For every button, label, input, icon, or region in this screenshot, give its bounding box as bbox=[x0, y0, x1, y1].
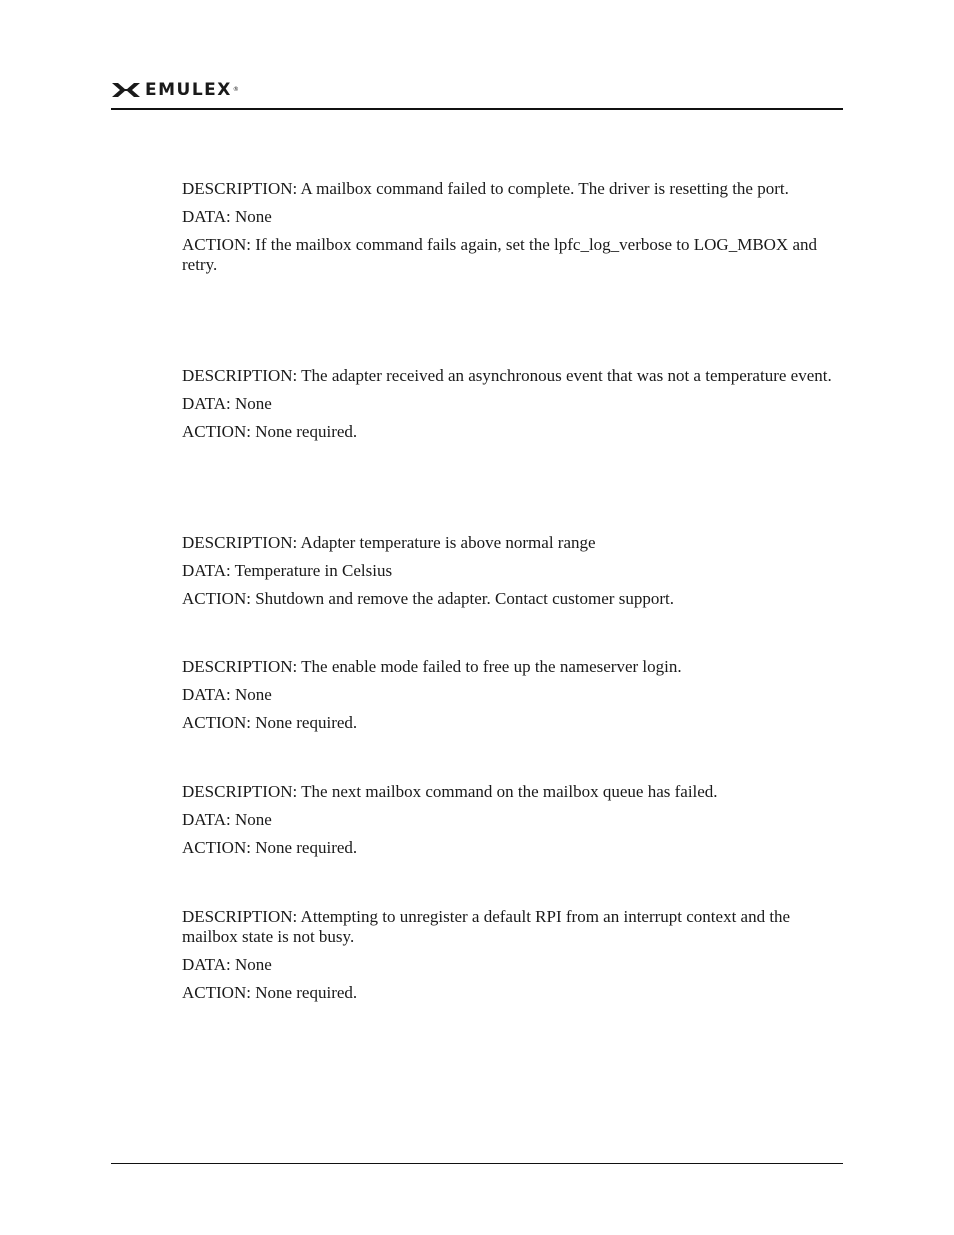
page-header bbox=[111, 80, 843, 100]
entry-action: ACTION: None required. bbox=[182, 838, 358, 857]
log-entry bbox=[182, 179, 842, 275]
header-divider bbox=[111, 108, 843, 110]
entry-description: DESCRIPTION: The next mailbox command on the mailbox queue has failed. bbox=[182, 782, 718, 801]
entry-data: DATA: None bbox=[182, 394, 272, 413]
emulex-logo bbox=[111, 80, 239, 100]
entry-data: DATA: None bbox=[182, 207, 272, 226]
entry-action: ACTION: If the mailbox command fails again, set the lpfc_log_verbose to LOG_MBOX and retry. bbox=[182, 235, 818, 274]
entry-description: DESCRIPTION: The adapter received an asynchronous event that was not a temperature event. bbox=[182, 366, 832, 385]
log-entry bbox=[182, 782, 842, 858]
entry-description: DESCRIPTION: A mailbox command failed to complete. The driver is resetting the port. bbox=[182, 179, 789, 198]
log-entry bbox=[182, 366, 842, 442]
entry-description: DESCRIPTION: The enable mode failed to free up the nameserver login. bbox=[182, 657, 682, 676]
entry-action: ACTION: None required. bbox=[182, 422, 358, 441]
entry-action: ACTION: Shutdown and remove the adapter. Contact customer support. bbox=[182, 589, 674, 608]
entry-action: ACTION: None required. bbox=[182, 713, 358, 732]
footer-divider bbox=[111, 1163, 843, 1164]
log-entry bbox=[182, 657, 842, 733]
entry-data: DATA: None bbox=[182, 810, 272, 829]
brand-name: EMULEX bbox=[145, 80, 232, 100]
entry-data: DATA: Temperature in Celsius bbox=[182, 561, 393, 580]
log-entry bbox=[182, 907, 842, 1003]
log-entry bbox=[182, 533, 842, 609]
entry-description: DESCRIPTION: Attempting to unregister a default RPI from an interrupt context and the mailbox state is not busy. bbox=[182, 907, 791, 946]
trademark-symbol: ® bbox=[232, 86, 239, 93]
entry-data: DATA: None bbox=[182, 955, 272, 974]
emulex-logo-mark-icon bbox=[111, 81, 141, 99]
entry-action: ACTION: None required. bbox=[182, 983, 358, 1002]
entry-description: DESCRIPTION: Adapter temperature is above normal range bbox=[182, 533, 596, 552]
entry-data: DATA: None bbox=[182, 685, 272, 704]
